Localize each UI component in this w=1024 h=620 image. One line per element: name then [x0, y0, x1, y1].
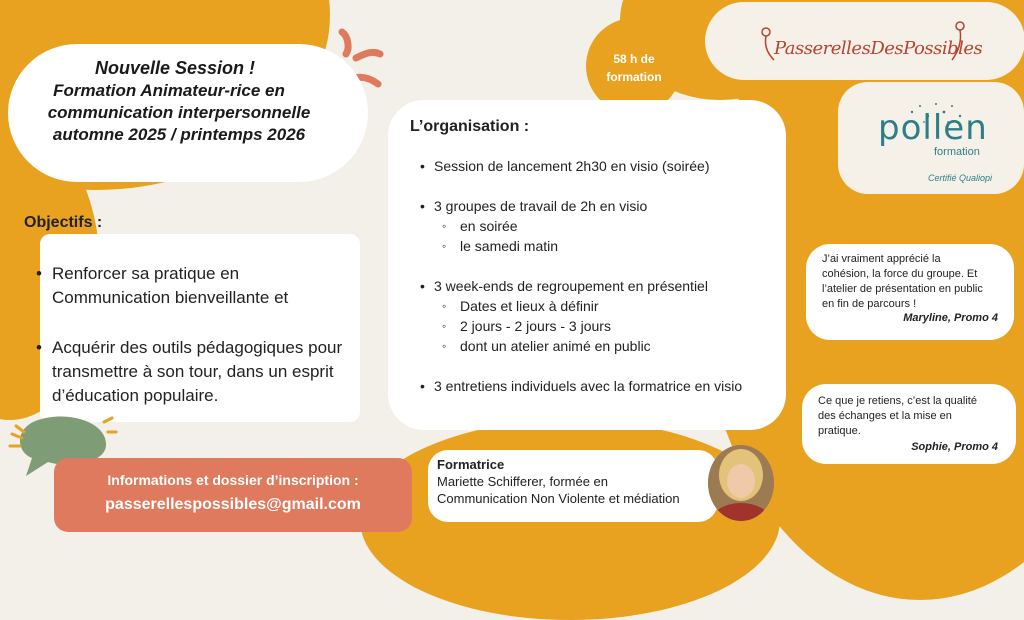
organisation-item-3-sub-2: ◦ 2 jours - 2 jours - 3 jours — [412, 316, 782, 336]
organisation-item-2: • 3 groupes de travail de 2h en visio — [412, 196, 782, 216]
organisation-item-3-sub-1: ◦ Dates et lieux à définir — [412, 296, 782, 316]
trainer-line-1: Mariette Schifferer, formée en — [437, 474, 609, 489]
testimonial-1-line-1: J’ai vraiment apprécié la — [822, 253, 941, 265]
session-line-3: automne 2025 / printemps 2026 — [52, 125, 306, 144]
objective-2-line-2: transmettre à son tour, dans un esprit — [52, 362, 334, 381]
organisation-item-3: • 3 week-ends de regroupement en présentiel — [412, 276, 782, 296]
objective-2-line-3: d’éducation populaire. — [52, 386, 219, 405]
objectives-title: Objectifs : — [24, 214, 103, 231]
organisation-item-2-sub-2: ◦ le samedi matin — [412, 236, 782, 256]
hours-badge-line-1: 58 h de — [613, 52, 655, 66]
testimonial-2 — [818, 394, 1010, 453]
organisation-item-4: • 3 entretiens individuels avec la formatrice en visio — [412, 376, 782, 396]
brand-logo — [752, 20, 983, 72]
trainer-portrait-icon — [708, 445, 774, 521]
testimonial-1-line-2: cohésion, la force du groupe. Et — [822, 268, 978, 280]
organisation-item-1: • Session de lancement 2h30 en visio (soirée) — [412, 156, 782, 176]
objective-1-line-1: • Renforcer sa pratique en — [52, 264, 240, 283]
trainer-photo — [708, 445, 774, 521]
trainer-info — [437, 456, 727, 507]
objective-1-line-2: Communication bienveillante et — [52, 288, 289, 307]
organisation-list — [412, 156, 782, 396]
testimonial-1-line-4: en fin de parcours ! — [822, 298, 917, 310]
testimonial-2-line-1: Ce que je retiens, c’est la qualité — [818, 395, 977, 407]
objective-item-2 — [30, 336, 390, 408]
testimonial-2-line-2: des échanges et la mise en — [818, 410, 952, 422]
session-heading: Nouvelle Session ! — [94, 58, 256, 78]
organisation-item-2-sub-1: ◦ en soirée — [412, 216, 782, 236]
testimonial-1-author: Maryline, Promo 4 — [903, 312, 998, 324]
contact-email[interactable]: passerellespossibles@gmail.com — [105, 496, 361, 513]
contact-box — [54, 458, 412, 532]
session-line-2: communication interpersonnelle — [47, 103, 311, 122]
hours-badge-line-2: formation — [606, 70, 662, 84]
session-title — [14, 56, 354, 146]
organisation-item-3-sub-3: ◦ dont un atelier animé en public — [412, 336, 782, 356]
contact-label: Informations et dossier d’inscription : — [107, 472, 359, 488]
pollen-subtitle: formation — [934, 146, 980, 158]
objective-2-line-1: • Acquérir des outils pédagogiques pour — [52, 338, 343, 357]
brand-name: PasserellesDesPossibles — [774, 38, 983, 59]
session-line-1: Formation Animateur-rice en — [53, 81, 285, 100]
organisation-title: L’organisation : — [410, 118, 530, 135]
pollen-logo — [872, 104, 1002, 162]
trainer-title: Formatrice — [437, 457, 505, 472]
objectives-list — [30, 262, 390, 408]
testimonial-2-author: Sophie, Promo 4 — [911, 441, 998, 453]
testimonial-1 — [822, 252, 1010, 324]
testimonial-2-line-3: pratique. — [818, 425, 861, 437]
qualiopi-label: Certifié Qualiopi — [928, 173, 993, 183]
testimonial-1-line-3: l’atelier de présentation en public — [822, 283, 983, 295]
trainer-line-2: Communication Non Violente et médiation — [437, 491, 680, 506]
objective-item-1 — [30, 262, 390, 310]
pollen-wordmark: pollen — [878, 108, 988, 148]
